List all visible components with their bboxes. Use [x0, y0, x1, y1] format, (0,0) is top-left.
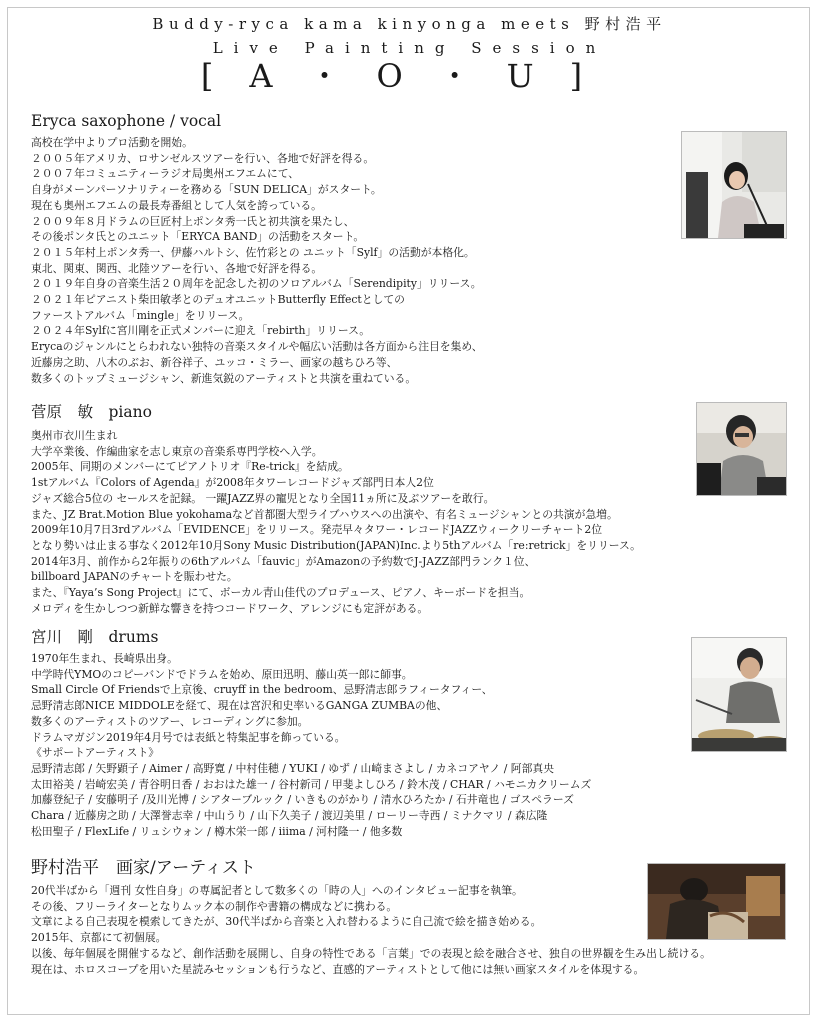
body-line: 数多くのアーティストのツアー、レコーディングに参加。	[31, 714, 309, 728]
section-miyagawa	[31, 627, 801, 839]
section-title: Eryca saxophone / vocal	[31, 112, 222, 130]
body-line: 《サポートアーティスト》	[31, 746, 160, 760]
body-line: ２０１９年自身の音楽生活２０周年を記念した初のソロアルバム「Serendipity」リリース。	[31, 277, 482, 291]
section-body	[31, 428, 801, 616]
body-line: 2014年3月、前作から2年振りの6thアルバム「fauvic」がAmazonの予約数でJ-JAZZ部門ランク１位、	[31, 554, 536, 568]
body-line: 東北、関東、関西、北陸ツアーを行い、各地で好評を得る。	[31, 261, 323, 275]
body-line: 自身がメーンパーソナリティーを務める「SUN DELICA」がスタート。	[31, 183, 382, 197]
body-line: となり勢いは止まる事なく2012年10月Sony Music Distribution(JAPAN)Inc.より5thアルバム「re:retrick」をリリース。	[31, 538, 641, 552]
body-line: ２００５年アメリカ、ロサンゼルスツアーを行い、各地で好評を得る。	[31, 151, 375, 165]
body-line: ドラムマガジン2019年4月号では表紙と特集記事を飾っている。	[31, 730, 346, 744]
body-line: ２００７年コミュニティーラジオ局奥州エフエムにて、	[31, 167, 300, 181]
body-line: ファーストアルバム「mingle」をリリース。	[31, 308, 250, 322]
section-body	[31, 651, 801, 839]
header-line-3: [A・O・U]	[200, 57, 619, 95]
body-line: ２０２１年ピアニスト柴田敏孝とのデュオユニットButterfly Effectとしての	[31, 293, 405, 307]
body-line: 忌野清志郎NICE MIDDOLEを経て、現在は宮沢和史率いるGANGA ZUMBAの他、	[31, 699, 448, 713]
body-line: 近藤房之助、八木のぶお、新谷祥子、ユッコ・ミラー、画家の越ちひろ等、	[31, 355, 398, 369]
body-line: 20代半ばから「週刊 女性自身」の専属記者として数多くの「時の人」へのインタビュー記事を執筆。	[31, 884, 523, 897]
header-line-1: Buddy-ryca kama kinyonga meets 野村浩平	[152, 15, 667, 33]
body-line: 2015年、京都にて初個展。	[31, 931, 167, 945]
section-title: 野村浩平 画家/アーティスト	[31, 858, 256, 878]
nomura-painting-photo	[647, 863, 786, 940]
body-line: 松田聖子 / FlexLife / リュシウォン / 樽木栄一郎 / iiima / 河村隆一 / 他多数	[31, 824, 403, 838]
body-line: 文章による自己表現を模索してきたが、30代半ばから音楽と入れ替わるように自己流で絵を描き始める。	[31, 915, 542, 929]
body-line: その後ポンタ氏とのユニット「ERYCA BAND」の活動をスタート。	[31, 230, 365, 244]
body-line: メロディを生かしつつ新鮮な響きを持つコードワーク、アレンジにも定評がある。	[31, 601, 429, 615]
header-line-2: Live Painting Session	[212, 39, 607, 57]
body-line: Erycaのジャンルにとらわれない独特の音楽スタイルや幅広い活動は各方面から注目を集め、	[31, 340, 483, 354]
section-title: 菅原 敏 piano	[31, 403, 152, 421]
section-title: 宮川 剛 drums	[31, 628, 159, 646]
body-line: Chara / 近藤房之助 / 大澤誉志幸 / 中山うり / 山下久美子 / 渡辺美里 / ローリー寺西 / ミナクマリ / 森広隆	[31, 809, 548, 823]
body-line: 加藤登紀子 / 安藤明子 /及川光博 / シアターブルック / いきものがかり / 清水ひろたか / 石井竜也 / ゴスペラーズ	[31, 793, 574, 807]
body-line: 1stアルバム『Colors of Agenda』が2008年タワーレコードジャズ部門日本人2位	[31, 476, 434, 490]
section-sugawara	[31, 402, 801, 616]
body-line: 数多くのトップミュージシャン、新進気鋭のアーティストと共演を重ねている。	[31, 371, 417, 385]
body-line: その後、フリーライターとなりムック本の制作や書籍の構成などに携わる。	[31, 899, 398, 913]
body-line: ジャズ総合5位の セールスを記録。 一躍JAZZ界の寵児となり全国11ヵ所に及ぶツアーを敢行。	[31, 491, 495, 505]
eryca-performing-photo	[681, 131, 787, 239]
body-line: 中学時代YMOのコピーバンドでドラムを始め、原田迅明、藤山英一郎に師事。	[31, 667, 413, 681]
body-line: 2005年、同期のメンバーにてピアノトリオ『Re-trick』を結成。	[31, 460, 349, 474]
body-line: 太田裕美 / 岩崎宏美 / 青谷明日香 / おおはた雄一 / 谷村新司 / 甲斐よしひろ / 鈴木茂 / CHAR / ハモニカクリームズ	[31, 777, 592, 791]
body-line: 奥州市衣川生まれ	[31, 429, 118, 442]
body-line: 現在も奥州エフエムの最長寿番組として人気を誇っている。	[31, 198, 322, 212]
body-line: ２０１５年村上ポンタ秀一、伊藤ハルトシ、佐竹彩との ユニット「Sylf」の活動が本格化。	[31, 245, 475, 259]
flyer-header	[0, 14, 819, 94]
body-line: 2009年10月7日3rdアルバム「EVIDENCE」をリリース。発売早々タワー・レコードJAZZウィークリーチャート2位	[31, 523, 602, 537]
body-line: 以後、毎年個展を開催するなど、創作活動を展開し、自身の特性である「言葉」での表現と絵を融合させ、独自の世界観を生み出し続ける。	[31, 946, 711, 960]
body-line: また、JZ Brat.Motion Blue yokohamaなど首都圏大型ライブハウスへの出演や、有名ミュージシャンとの共演が急増。	[31, 507, 618, 521]
body-line: 高校在学中よりプロ活動を開始。	[31, 136, 193, 149]
miyagawa-drums-photo	[691, 637, 787, 752]
body-line: Small Circle Of Friendsで上京後、cruyff in the bedroom、忌野清志郎ラフィータフィー、	[31, 683, 493, 697]
body-line: ２０２４年Sylfに宮川剛を正式メンバーに迎え「rebirth」リリース。	[31, 324, 371, 338]
body-line: 1970年生まれ、長崎県出身。	[31, 652, 178, 665]
body-line: 忌野清志郎 / 矢野顕子 / Aimer / 高野寛 / 中村佳穂 / YUKI / ゆず / 山崎まさよし / カネコアヤノ / 阿部真央	[31, 761, 554, 775]
body-line: 現在は、ホロスコープを用いた星読みセッションも行うなど、直感的アーティストとして他には無い画家スタイルを体現する。	[31, 962, 645, 976]
body-line: billboard JAPANのチャートを賑わせた。	[31, 570, 238, 584]
body-line: ２００９年８月ドラムの巨匠村上ポンタ秀一氏と初共演を果たし、	[31, 214, 355, 228]
body-line: また、『Yaya’s Song Project』にて、ボーカル青山佳代のプロデュース、ピアノ、キーボードを担当。	[31, 586, 531, 600]
body-line: 大学卒業後、作編曲家を志し東京の音楽系専門学校へ入学。	[31, 444, 323, 458]
sugawara-piano-photo	[696, 402, 787, 496]
